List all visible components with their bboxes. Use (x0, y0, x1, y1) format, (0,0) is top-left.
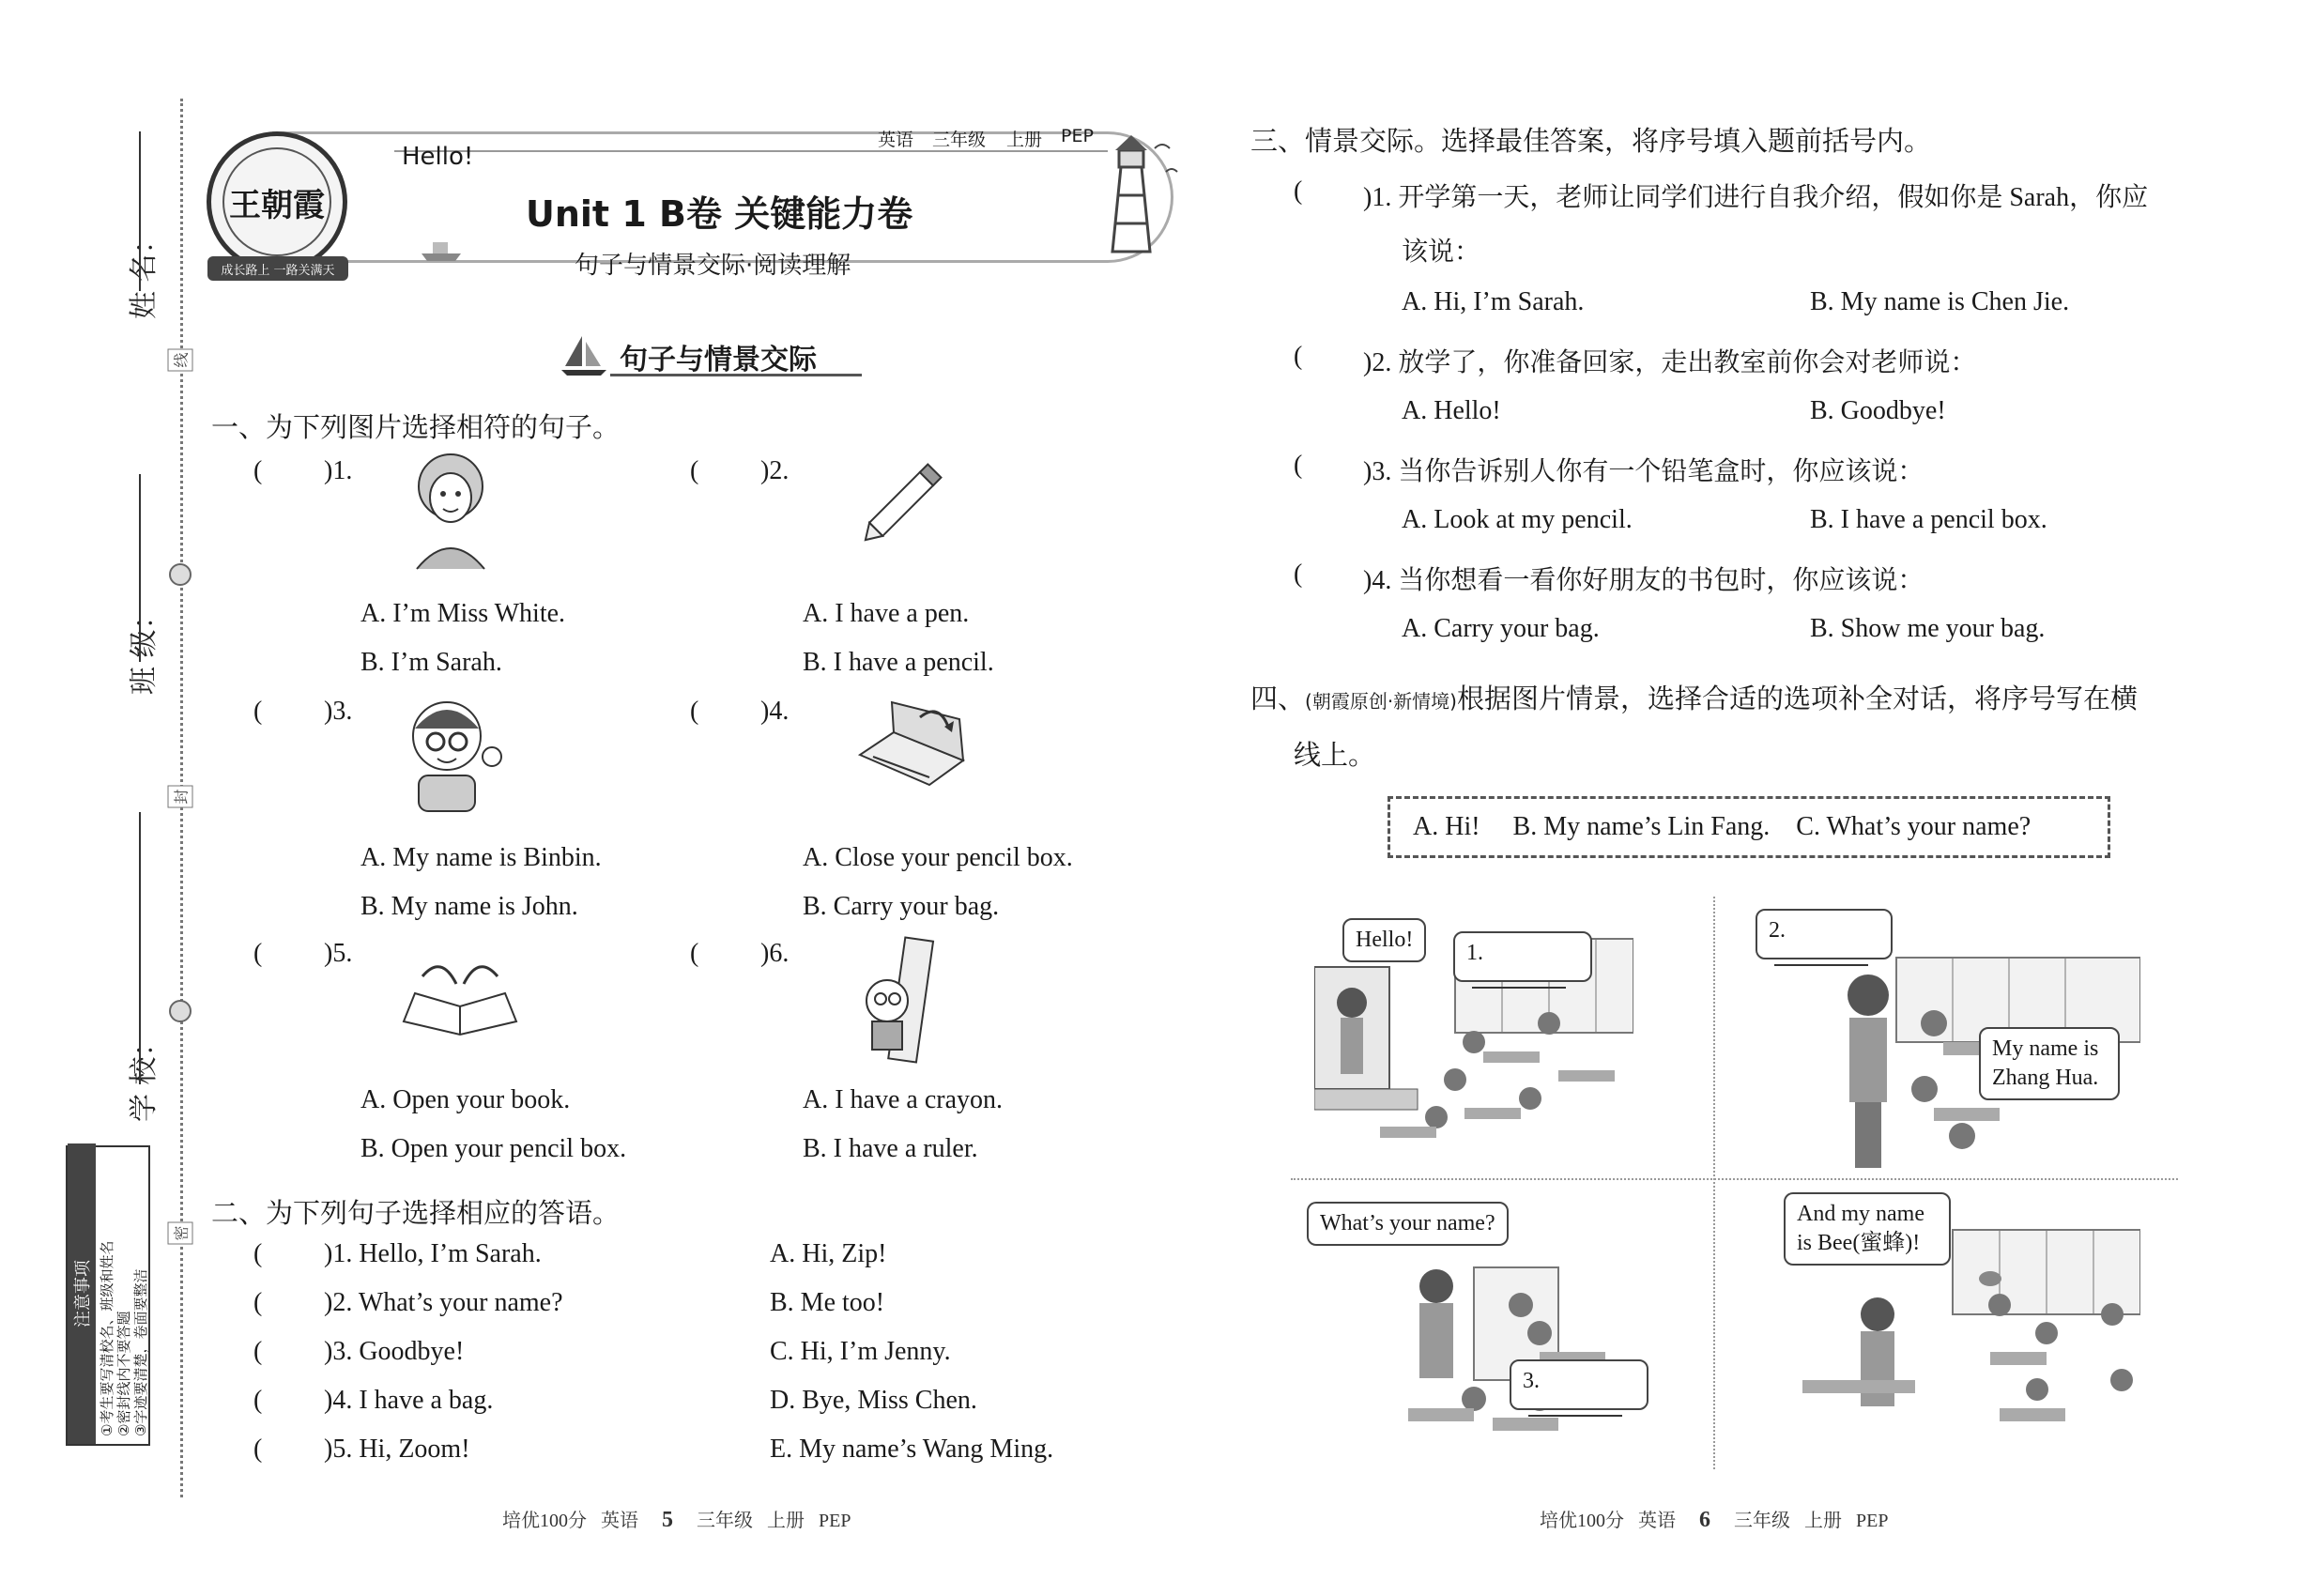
match-question: )3. Goodbye! (324, 1337, 465, 1366)
scenario-question-cont: 该说： (1402, 238, 1481, 267)
lighthouse-icon (1080, 130, 1183, 261)
page-subtitle: 句子与情景交际·阅读理解 (575, 252, 851, 280)
header-hello: Hello! (402, 143, 474, 171)
pencil-icon (854, 453, 958, 546)
option-b: B. I’m Sarah. (360, 648, 502, 677)
notice-item: ③字迹要清楚，卷面要整洁 (132, 1268, 149, 1436)
binding-tick-seal: 封 (168, 785, 193, 807)
option-b: B. Carry your bag. (803, 892, 1000, 921)
answer-paren[interactable]: ( (690, 939, 699, 968)
match-answer: C. Hi, I’m Jenny. (770, 1337, 951, 1366)
pencil-box-icon (854, 698, 967, 802)
answer-paren[interactable]: ( (1294, 451, 1303, 480)
class-field-line[interactable] (139, 474, 141, 662)
option-a: A. My name is Binbin. (360, 843, 602, 872)
scene-divider-h (1291, 1178, 2178, 1180)
school-label: 学 校： (128, 1028, 161, 1122)
name-label: 姓 名： (128, 225, 161, 319)
boat-icon (418, 235, 465, 263)
match-question: )1. Hello, I’m Sarah. (324, 1239, 542, 1268)
match-question: )4. I have a bag. (324, 1386, 494, 1415)
option-a: A. I have a pen. (803, 599, 970, 628)
sailboat-icon (561, 334, 606, 376)
speech-bubble: Hello! (1342, 918, 1426, 962)
match-answer: A. Hi, Zip! (770, 1239, 887, 1268)
option-b: B. I have a pencil box. (1810, 505, 2047, 534)
answer-paren[interactable]: ( (253, 1337, 263, 1366)
speech-bubble: My name is Zhang Hua. (1979, 1027, 2120, 1100)
answer-paren[interactable]: ( (253, 939, 263, 968)
answer-paren[interactable]: ( (253, 1386, 263, 1415)
option-b: B. Goodbye! (1810, 396, 1946, 425)
part3-title: 三、情景交际。选择最佳答案，将序号填入题前括号内。 (1250, 125, 1932, 157)
speech-bubble: And my name is Bee(蜜蜂)! (1784, 1192, 1951, 1266)
speech-bubble: What’s your name? (1307, 1202, 1509, 1246)
item-number: )3. (324, 697, 353, 726)
options-box: A. Hi! B. My name’s Lin Fang. C. What’s your name? (1388, 796, 2110, 858)
class-label: 班 级： (128, 601, 161, 695)
page-number: 5 (662, 1508, 673, 1532)
option-a: A. I have a crayon. (803, 1085, 1004, 1114)
option-a: A. Hello! (1402, 396, 1501, 425)
option-a: A. I’m Miss White. (360, 599, 566, 628)
match-answer: D. Bye, Miss Chen. (770, 1386, 977, 1415)
scenario-question: )3. 当你告诉别人你有一个铅笔盒时，你应该说： (1363, 457, 1924, 486)
part2-title: 二、为下列句子选择相应的答语。 (211, 1197, 621, 1229)
header-grade: 三年级 (932, 130, 987, 150)
option-a: A. Carry your bag. (1402, 614, 1600, 643)
match-question: )2. What’s your name? (324, 1288, 563, 1317)
item-number: )5. (324, 939, 353, 968)
part1-title: 一、为下列图片选择相符的句子。 (211, 411, 621, 443)
answer-paren[interactable]: ( (253, 1239, 263, 1268)
option-b: B. Show me your bag. (1810, 614, 2046, 643)
option-a: A. Look at my pencil. (1402, 505, 1633, 534)
answer-paren[interactable]: ( (1294, 342, 1303, 371)
answer-paren[interactable]: ( (1294, 176, 1303, 206)
option-b: B. Open your pencil box. (360, 1134, 627, 1163)
item-number: )1. (324, 456, 353, 485)
answer-paren[interactable]: ( (1294, 560, 1303, 589)
binding-tick-line: 线 (168, 348, 193, 371)
page-number: 6 (1699, 1508, 1710, 1532)
scenario-question: )2. 放学了，你准备回家，走出教室前你会对老师说： (1363, 348, 1977, 377)
match-answer: E. My name’s Wang Ming. (770, 1435, 1054, 1464)
header-subject: 英语 (878, 130, 914, 150)
option-a: A. Close your pencil box. (803, 843, 1073, 872)
answer-paren[interactable]: ( (253, 456, 263, 485)
header-edition: PEP (1061, 126, 1094, 146)
scenario-question: )1. 开学第一天，老师让同学们进行自我介绍，假如你是 Sarah，你应 (1363, 183, 2149, 212)
speech-bubble-blank-2[interactable]: 2. (1756, 909, 1893, 959)
answer-paren[interactable]: ( (690, 697, 699, 726)
boy-icon (394, 691, 516, 813)
binding-tick-secret: 密 (168, 1221, 193, 1244)
part4-title: 四、(朝霞原创·新情境)根据图片情景，选择合适的选项补全对话，将序号写在横 (1250, 683, 2138, 714)
name-field-line[interactable] (139, 131, 141, 291)
answer-paren[interactable]: ( (253, 1435, 263, 1464)
answer-paren[interactable]: ( (690, 456, 699, 485)
notice-title: 注意事项 (68, 1143, 96, 1444)
brand-logo (207, 131, 347, 278)
scene-divider-v (1713, 897, 1715, 1469)
footer-left: 培优100分 英语 5 三年级 上册 PEP (502, 1508, 851, 1532)
logo-ribbon: 成长路上 一路关满天 (207, 256, 348, 281)
speech-bubble-blank-1[interactable]: 1. (1453, 931, 1592, 982)
book-icon (394, 948, 526, 1051)
footer-right: 培优100分 英语 6 三年级 上册 PEP (1540, 1508, 1889, 1532)
header-volume: 上册 (1006, 130, 1043, 150)
binding-hole (169, 1000, 192, 1022)
option-b: B. I have a pencil. (803, 648, 994, 677)
option-b: B. My name is Chen Jie. (1810, 287, 2070, 316)
page-title: Unit 1 B卷 关键能力卷 (526, 193, 913, 235)
answer-paren[interactable]: ( (253, 697, 263, 726)
scenario-question: )4. 当你想看一看你好朋友的书包时，你应该说： (1363, 566, 1924, 595)
header-rule (394, 150, 1108, 152)
option-b: B. My name is John. (360, 892, 578, 921)
match-answer: B. Me too! (770, 1288, 885, 1317)
item-number: )6. (760, 939, 790, 968)
logo-text: 王朝霞 (222, 147, 331, 256)
item-number: )4. (760, 697, 790, 726)
answer-paren[interactable]: ( (253, 1288, 263, 1317)
notice-item: ②密封线内不要答题 (115, 1311, 132, 1436)
teacher-icon (404, 449, 498, 571)
option-b: B. I have a ruler. (803, 1134, 978, 1163)
option-a: A. Hi, I’m Sarah. (1402, 287, 1585, 316)
notice-item: ①考生要写清校名、班级和姓名 (99, 1240, 115, 1436)
ruler-icon (850, 935, 953, 1067)
item-number: )2. (760, 456, 790, 485)
banner-underline (610, 374, 862, 376)
section-banner: 句子与情景交际 (620, 344, 817, 376)
match-question: )5. Hi, Zoom! (324, 1435, 470, 1464)
notice-box (66, 1145, 150, 1446)
speech-bubble-blank-3[interactable]: 3. (1510, 1359, 1648, 1410)
binding-hole (169, 563, 192, 586)
part4-title-line2: 线上。 (1294, 739, 1376, 771)
option-a: A. Open your book. (360, 1085, 571, 1114)
part4-tag: (朝霞原创·新情境) (1305, 690, 1457, 713)
school-field-line[interactable] (139, 812, 141, 1084)
